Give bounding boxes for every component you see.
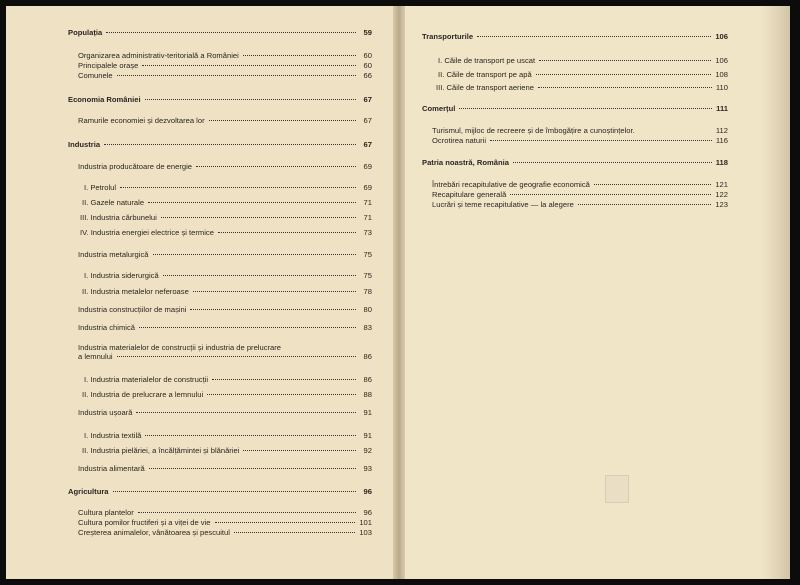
faded-stamp — [605, 475, 629, 503]
toc-entry: I. Industria siderurgică 75 — [84, 271, 372, 280]
toc-entry: Industria metalurgică 75 — [78, 250, 372, 259]
toc-entry: Întrebări recapitulative de geografie economică 121 — [432, 180, 728, 189]
toc-entry: Economia României 67 — [68, 95, 372, 104]
toc-entry: I. Industria materialelor de construcții 86 — [84, 375, 372, 384]
toc-entry: Comunele 66 — [78, 71, 372, 80]
toc-entry: Ramurile economiei și dezvoltarea lor 67 — [78, 116, 372, 125]
toc-entry: II. Căile de transport pe apă 108 — [438, 70, 728, 79]
toc-entry: Ocrotirea naturii 116 — [432, 136, 728, 145]
toc-entry: II. Industria metalelor neferoase 78 — [82, 287, 372, 296]
toc-entry: Industria producătoare de energie 69 — [78, 162, 372, 171]
toc-entry: II. Industria de prelucrare a lemnului 88 — [82, 390, 372, 399]
toc-entry: Patria noastră, România 118 — [422, 158, 728, 167]
toc-entry: Agricultura 96 — [68, 487, 372, 496]
toc-entry: Industria construcțiilor de mașini 80 — [78, 305, 372, 314]
toc-entry: III. Industria cărbunelui 71 — [80, 213, 372, 222]
toc-entry: I. Căile de transport pe uscat 106 — [438, 56, 728, 65]
toc-entry: Populația 59 — [68, 28, 372, 37]
toc-entry: Turismul, mijloc de recreere și de îmbogățire a cunoștințelor. 112 — [432, 126, 728, 135]
toc-entry: IV. Industria energiei electrice și termice 73 — [80, 228, 372, 237]
toc-entry: I. Petrolul 69 — [84, 183, 372, 192]
toc-entry: I. Industria textilă 91 — [84, 431, 372, 440]
toc-entry: Transporturile 106 — [422, 32, 728, 41]
toc-entry: II. Gazele naturale 71 — [82, 198, 372, 207]
toc-entry: III. Căile de transport aeriene 110 — [436, 83, 728, 92]
toc-entry: Lucrări și teme recapitulative — la alegere 123 — [432, 200, 728, 209]
toc-entry: II. Industria pielăriei, a încălțămintei și blănăriei 92 — [82, 446, 372, 455]
toc-entry: Cultura pomilor fructiferi și a viței de vie 101 — [78, 518, 372, 527]
toc-entry: Creșterea animalelor, vânătoarea și pescuitul 103 — [78, 528, 372, 537]
toc-entry: Industria chimică 83 — [78, 323, 372, 332]
toc-entry: Industria 67 — [68, 140, 372, 149]
toc-entry: Industria ușoară 91 — [78, 408, 372, 417]
toc-entry: Cultura plantelor 96 — [78, 508, 372, 517]
book-gutter — [393, 6, 405, 579]
toc-entry: a lemnului 86 — [78, 352, 372, 361]
toc-entry: Principalele orașe 60 — [78, 61, 372, 70]
toc-entry: Industria alimentară 93 — [78, 464, 372, 473]
toc-entry: Organizarea administrativ-teritorială a României 60 — [78, 51, 372, 60]
toc-entry: Recapitulare generală 122 — [432, 190, 728, 199]
toc-entry-line1: Industria materialelor de construcții și industria de prelucrare — [78, 343, 282, 352]
toc-entry: Comerțul 111 — [422, 104, 728, 113]
